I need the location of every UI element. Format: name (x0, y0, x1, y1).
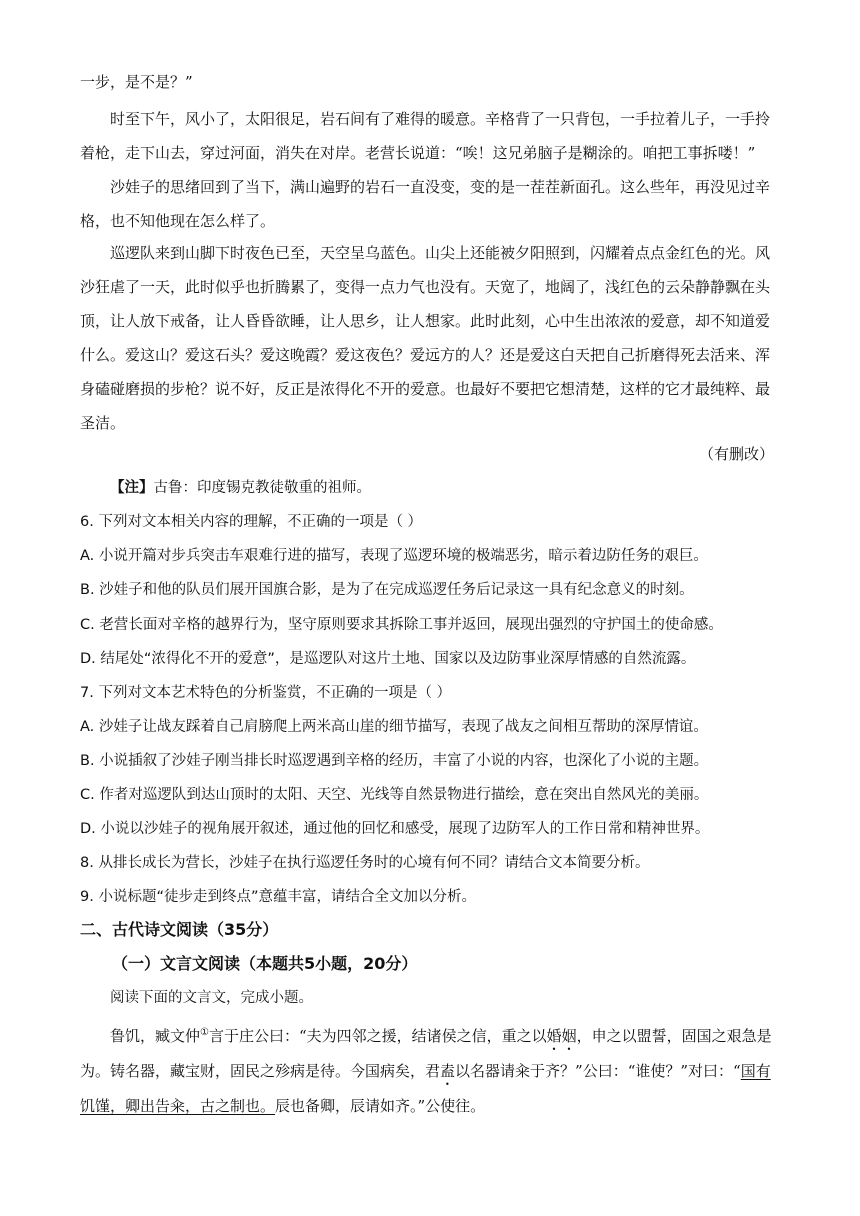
question-7: 7. 下列对文本艺术特色的分析鉴赏，不正确的一项是（ ） (80, 685, 452, 701)
question-6-option-c: C. 老营长面对辛格的越界行为，坚守原则要求其拆除工事并返回，展现出强烈的守护国土的使命感。 (80, 617, 723, 633)
reading-instruction: 阅读下面的文言文，完成小题。 (110, 990, 313, 1006)
story-paragraph-0: 一步，是不是？” (80, 73, 193, 91)
question-6-option-b: B. 沙娃子和他的队员们展开国旗合影，是为了在完成巡逻任务后记录这一具有纪念意义的时刻。 (80, 582, 694, 598)
question-6-option-a: A. 小说开篇对步兵突击车艰难行进的描写，表现了巡逻环境的极端恶劣，暗示着边防任务的艰巨。 (80, 548, 708, 564)
section-heading: 二、古代诗文阅读（35分） (80, 920, 279, 939)
question-7-option-b: B. 小说插叙了沙娃子刚当排长时巡逻遇到辛格的经历，丰富了小说的内容，也深化了小说的主题。 (80, 753, 709, 769)
classical-text-part: 以名器请籴于齐？”公曰：“谁使？”对曰：“ (455, 1062, 741, 1080)
question-6-option-d: D. 结尾处“浓得化不开的爱意”，是巡逻队对这片土地、国家以及边防事业深厚情感的自然流露。 (80, 651, 696, 667)
classical-text-part: ，申之以盟誓，固国之艰急是为。铸名器，藏宝财，固民之殄病是待。今国病矣，君 (80, 1027, 772, 1080)
story-paragraph-1: 时至下午，风小了，太阳很足，岩石间有了难得的暖意。辛格背了一只背包，一手拉着儿子，一手拎着枪，走下山去，穿过河面，消失在对岸。老营长说道：“唉！这兄弟脑子是糊涂的。咱把工事拆喽！” (80, 110, 771, 162)
dotted-word-marriage: 婚姻 (546, 1027, 577, 1045)
question-7-option-d: D. 小说以沙娃子的视角展开叙述，通过他的回忆和感受，展现了边防军人的工作日常和精神世界。 (80, 821, 710, 837)
story-paragraph-2: 沙娃子的思绪回到了当下，满山遍野的岩石一直没变，变的是一茬茬新面孔。这么些年，再没见过辛格，也不知他现在怎么样了。 (80, 178, 771, 230)
revision-note: （有删改） (698, 445, 774, 463)
classical-text-part: 言于庄公曰：“夫为四邻之援，结诸侯之信，重之以 (208, 1027, 547, 1045)
question-7-option-a: A. 沙娃子让战友踩着自己肩膀爬上两米高山崖的细节描写，表现了战友之间相互帮助的深厚情谊。 (80, 719, 708, 735)
question-8: 8. 从排长成长为营长，沙娃子在执行巡逻任务时的心境有何不同？请结合文本简要分析。 (80, 855, 650, 871)
subsection-heading: （一）文言文阅读（本题共5小题，20分） (112, 954, 418, 973)
dotted-word-he: 盍 (440, 1062, 456, 1080)
story-paragraph-3: 巡逻队来到山脚下时夜色已至，天空呈乌蓝色。山尖上还能被夕阳照到，闪耀着点点金红色的光。风沙狂虐了一天，此时似乎也折腾累了，变得一点力气也没有。天宽了，地阔了，浅红色的云朵静静飘在头顶，让人放下戒备，让人昏昏欲睡，让人思乡，让人想家。此时此刻，心中生出浓浓的爱意，却不知道爱什么。爱这山？爱这石头？爱这晚霞？爱这夜色？爱远方的人？还是爱这白天把自己折磨得死去活来、浑身磕碰磨损的步枪？说不好，反正是浓得化不开的爱意。也最好不要把它想清楚，这样的它才最纯粹、最圣洁。 (80, 244, 771, 432)
footnote (110, 478, 810, 498)
classical-text (80, 1016, 780, 1123)
classical-text-part: 鲁饥，臧文仲 (110, 1027, 201, 1045)
footnote-text: 古鲁：印度锡克教徒敬重的祖师。 (153, 480, 371, 496)
footnote-marker: ① (200, 1027, 209, 1038)
question-6: 6. 下列对文本相关内容的理解，不正确的一项是（ ） (80, 514, 423, 530)
classical-text-part: 辰也备卿，辰请如齐。”公使往。 (275, 1097, 486, 1115)
question-7-option-c: C. 作者对巡逻队到达山顶时的太阳、天空、光线等自然景物进行描绘，意在突出自然风光的美丽。 (80, 787, 709, 803)
footnote-label: 【注】 (110, 480, 154, 496)
question-9: 9. 小说标题“徒步走到终点”意蕴丰富，请结合全文加以分析。 (80, 889, 476, 905)
underlined-sentence: 国有饥馑，卿出告籴，古之制也。 (80, 1062, 771, 1115)
